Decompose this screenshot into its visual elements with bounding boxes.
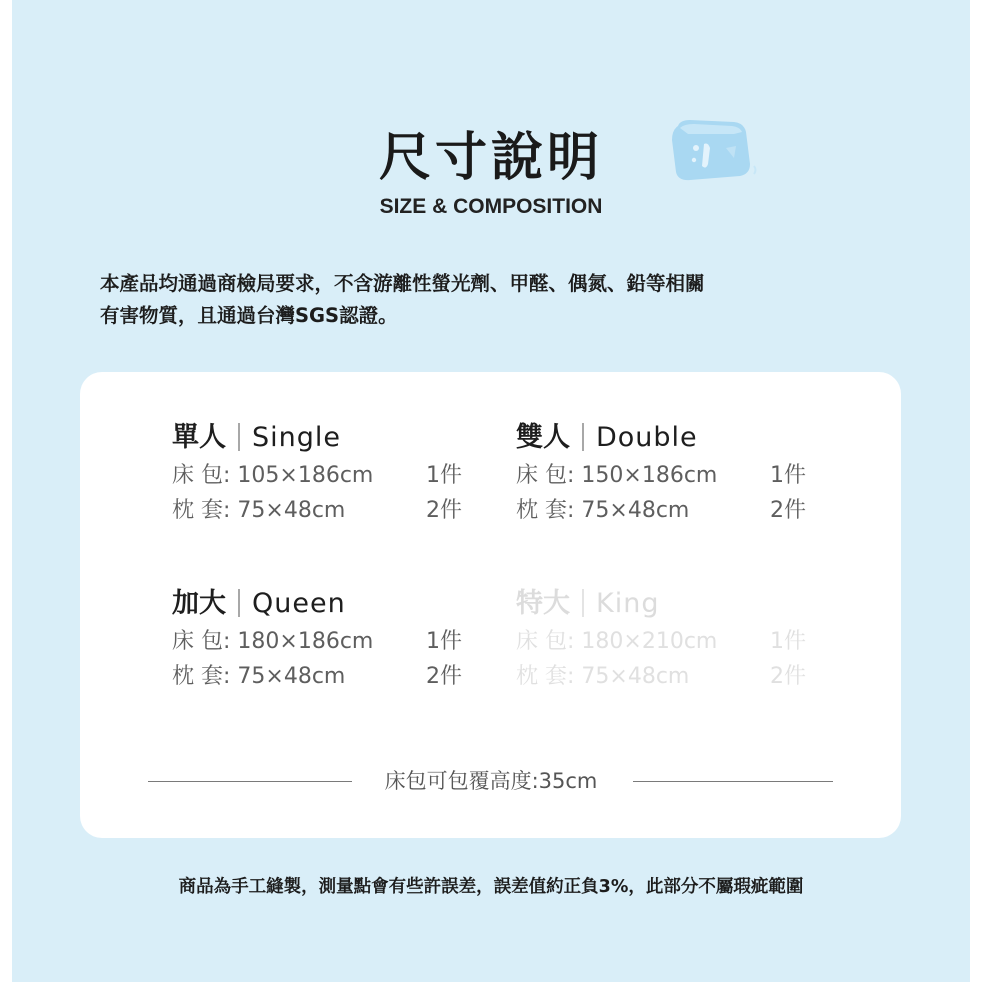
size-name-zh: 雙人 bbox=[516, 422, 570, 453]
divider-line bbox=[148, 781, 352, 782]
size-row bbox=[516, 493, 826, 528]
footer-note: 商品為手工縫製，測量點會有些許誤差，誤差值約正負3%，此部分不屬瑕疵範圍 bbox=[178, 877, 804, 897]
size-row bbox=[516, 624, 826, 659]
size-row bbox=[172, 624, 482, 659]
size-row bbox=[172, 659, 482, 694]
size-block-king bbox=[516, 584, 826, 694]
size-row-qty: 2件 bbox=[770, 664, 806, 689]
heading-separator bbox=[238, 423, 240, 451]
size-row bbox=[172, 493, 482, 528]
divider-line bbox=[633, 781, 833, 782]
size-row-qty: 2件 bbox=[770, 498, 806, 523]
intro-line: 有害物質，且通過台灣SGS認證。 bbox=[100, 304, 398, 327]
size-row-label: 床 包: 180×210cm bbox=[516, 629, 718, 654]
heading-separator bbox=[582, 589, 584, 617]
size-row-label: 枕 套: 75×48cm bbox=[172, 664, 346, 689]
heading-separator bbox=[582, 423, 584, 451]
depth-note: 床包可包覆高度:35cm bbox=[384, 769, 598, 793]
size-row-label: 床 包: 150×186cm bbox=[516, 463, 718, 488]
size-name-zh: 特大 bbox=[516, 588, 570, 619]
size-row-qty: 2件 bbox=[426, 498, 462, 523]
size-name-zh: 加大 bbox=[172, 588, 226, 619]
size-row bbox=[516, 458, 826, 493]
page-subtitle: SIZE & COMPOSITION bbox=[379, 195, 603, 218]
ice-cube-icon bbox=[664, 118, 762, 184]
size-heading bbox=[172, 418, 482, 458]
size-row-qty: 1件 bbox=[426, 629, 462, 654]
size-name-en: Double bbox=[596, 422, 698, 453]
size-row-qty: 1件 bbox=[770, 629, 806, 654]
intro-line: 本產品均通過商檢局要求，不含游離性螢光劑、甲醛、偶氮、鉛等相關 bbox=[100, 272, 705, 295]
size-row-qty: 1件 bbox=[426, 463, 462, 488]
size-row-label: 床 包: 180×186cm bbox=[172, 629, 374, 654]
size-row-label: 床 包: 105×186cm bbox=[172, 463, 374, 488]
size-block-double bbox=[516, 418, 826, 528]
size-heading bbox=[516, 584, 826, 624]
size-name-en: Queen bbox=[252, 588, 346, 619]
size-row-label: 枕 套: 75×48cm bbox=[516, 498, 690, 523]
size-block-queen bbox=[172, 584, 482, 694]
size-name-en: Single bbox=[252, 422, 342, 453]
size-name-en: King bbox=[596, 588, 660, 619]
size-row bbox=[516, 659, 826, 694]
size-row bbox=[172, 458, 482, 493]
size-row-qty: 2件 bbox=[426, 664, 462, 689]
heading-separator bbox=[238, 589, 240, 617]
size-name-zh: 單人 bbox=[172, 422, 226, 453]
size-heading bbox=[516, 418, 826, 458]
depth-divider bbox=[148, 764, 833, 798]
size-row-qty: 1件 bbox=[770, 463, 806, 488]
size-block-single bbox=[172, 418, 482, 528]
intro-text bbox=[100, 268, 900, 332]
page-title: 尺寸說明 bbox=[378, 128, 603, 188]
size-card bbox=[80, 372, 901, 838]
size-row-label: 枕 套: 75×48cm bbox=[172, 498, 346, 523]
size-row-label: 枕 套: 75×48cm bbox=[516, 664, 690, 689]
size-heading bbox=[172, 584, 482, 624]
